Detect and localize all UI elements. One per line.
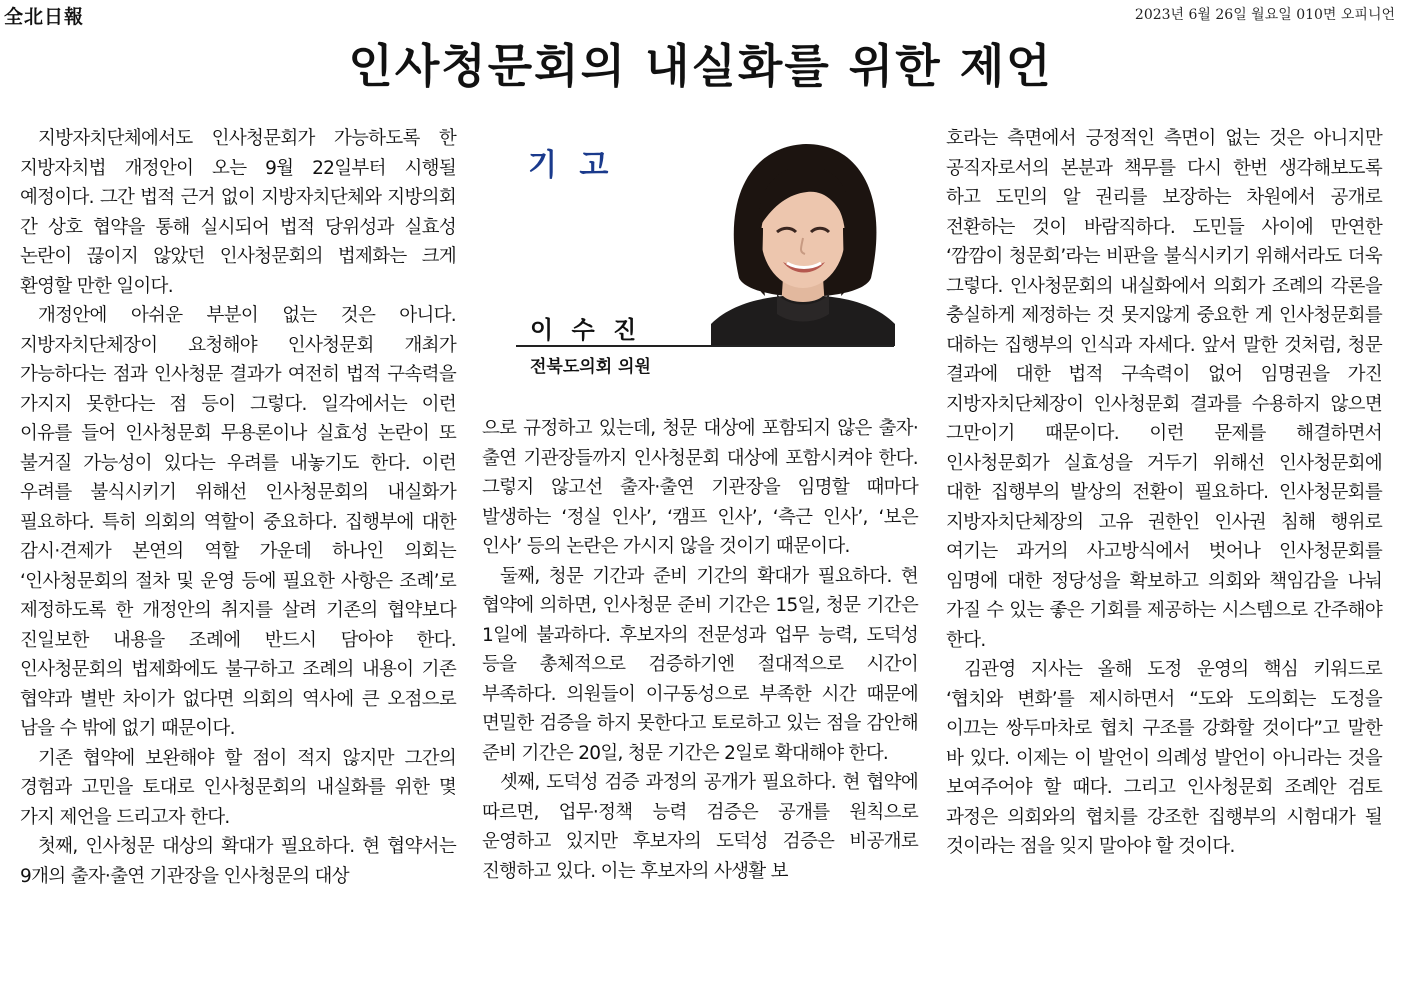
author-name: 이 수 진 (530, 316, 642, 344)
article-paragraph: 호라는 측면에서 긍정적인 측면이 없는 것은 아니지만 공직자로서의 본분과 책무를 다시 한번 생각해보도록 하고 도민의 알 권리를 보장하는 차원에서 공개로 전환하는 것이 바람직하다. 도민들 사이에 만연한 ‘깜깜이 청문회’라는 비판을 불식시키기 위해서라도 더욱 그렇다. 인사청문회의 내실화에서 의회가 조례의 각론을 충실하게 제정하는 것 못지않게 중요한 게 인사청문회를 대하는 집행부의 인식과 자세다. 앞서 말한 것처럼, 청문 결과에 대한 법적 구속력이 없어 임명권을 가진 지방자치단체장이 인사청문회 결과를 수용하지 않으면 그만이기 때문이다. 이런 문제를 해결하면서 인사청문회가 실효성을 거두기 위해선 인사청문회에 대한 집행부의 발상의 전환이 필요하다. 인사청문회를 지방자치단체장의 고유 권한인 인사권 침해 행위로 여기는 과거의 사고방식에서 벗어나 인사청문회를 임명에 대한 정당성을 확보하고 의회와 책임감을 나눠 가질 수 있는 좋은 기회를 제공하는 시스템으로 간주해야 한다. (946, 128, 1382, 651)
author-divider (516, 345, 894, 347)
article-paragraph: 지방자치단체에서도 인사청문회가 가능하도록 한 지방자치법 개정안이 오는 9월 22일부터 시행될 예정이다. 그간 법적 근거 없이 지방자치단체와 지방의회 간 상호 협약을 통해 실시되어 법적 당위성과 실효성 논란이 끊이지 않았던 인사청문회의 법제화는 크게 환영할 만한 일이다. (20, 128, 456, 297)
article-paragraph: 기존 협약에 보완해야 할 점이 적지 않지만 그간의 경험과 고민을 토대로 인사청문회의 내실화를 위한 몇 가지 제언을 드리고자 한다. (20, 747, 456, 828)
article-paragraph: 으로 규정하고 있는데, 청문 대상에 포함되지 않은 출자·출연 기관장들까지 인사청문회 대상에 포함시켜야 한다. 그렇지 않고선 출자·출연 기관장을 임명할 때마다 발생하는 ‘정실 인사’, ‘캠프 인사’, ‘측근 인사’, ‘보은 인사’ 등의 논란은 가시지 않을 것이기 때문이다. (482, 418, 918, 557)
article-column-2 (482, 414, 918, 886)
dateline: 2023년 6월 26일 월요일 010면 오피니언 (1134, 7, 1395, 23)
author-title: 전북도의회 의원 (530, 357, 651, 377)
article-paragraph: 김관영 지사는 올해 도정 운영의 핵심 키워드로 ‘협치와 변화’를 제시하면서 “도와 도의회는 도정을 이끄는 쌍두마차로 협치 구조를 강화할 것이다”고 말한 바 있다. 이제는 이 발언이 의례성 발언이 아니라는 것을 보여주어야 할 때다. 그리고 인사청문회 조례안 검토 과정은 의회와의 협치를 강조한 집행부의 시험대가 될 것이라는 점을 잊지 말아야 할 것이다. (946, 659, 1382, 857)
author-portrait (711, 128, 895, 346)
article-headline: 인사청문회의 내실화를 위한 제언 (348, 39, 1053, 93)
article-column-1 (20, 124, 456, 891)
contribution-label: 기 고 (528, 148, 615, 183)
article-paragraph: 첫째, 인사청문 대상의 확대가 필요하다. 현 협약서는 9개의 출자·출연 기관장을 인사청문의 대상 (20, 836, 456, 887)
article-paragraph: 둘째, 청문 기간과 준비 기간의 확대가 필요하다. 현 협약에 의하면, 인사청문 준비 기간은 15일, 청문 기간은 1일에 불과하다. 후보자의 전문성과 업무 능력, 도덕성 등을 총체적으로 검증하기엔 절대적으로 시간이 부족하다. 의원들이 이구동성으로 부족한 시간 때문에 면밀한 검증을 하지 못한다고 토로하고 있는 점을 감안해 준비 기간은 20일, 청문 기간은 2일로 확대해야 한다. (482, 565, 918, 764)
article-paragraph: 개정안에 아쉬운 부분이 없는 것은 아니다. 지방자치단체장이 요청해야 인사청문회 개최가 가능하다는 점과 인사청문 결과가 여전히 법적 구속력을 가지지 못한다는 점 등이 그렇다. 일각에서는 이런 이유를 들어 인사청문회 무용론이나 실효성 논란이 또 불거질 가능성이 있다는 우려를 내놓기도 한다. 이런 우려를 불식시키기 위해선 인사청문회의 내실화가 필요하다. 특히 의회의 역할이 중요하다. 집행부에 대한 감시·견제가 본연의 역할 가운데 하나인 의회는 ‘인사청문회의 절차 및 운영 등에 필요한 사항은 조례’로 제정하도록 한 개정안의 취지를 살려 기존의 협약보다 진일보한 내용을 조례에 반드시 담아야 한다. 인사청문회의 법제화에도 불구하고 조례의 내용이 기존 협약과 별반 차이가 없다면 의회의 역사에 큰 오점으로 남을 수 밖에 없기 때문이다. (20, 305, 456, 739)
article-column-3 (946, 124, 1382, 862)
article-paragraph: 셋째, 도덕성 검증 과정의 공개가 필요하다. 현 협약에 따르면, 업무·정책 능력 검증은 공개를 원칙으로 운영하고 있지만 후보자의 도덕성 검증은 비공개로 진행하고 있다. 이는 후보자의 사생활 보 (482, 772, 918, 882)
newspaper-masthead: 全北日報 (4, 6, 85, 28)
